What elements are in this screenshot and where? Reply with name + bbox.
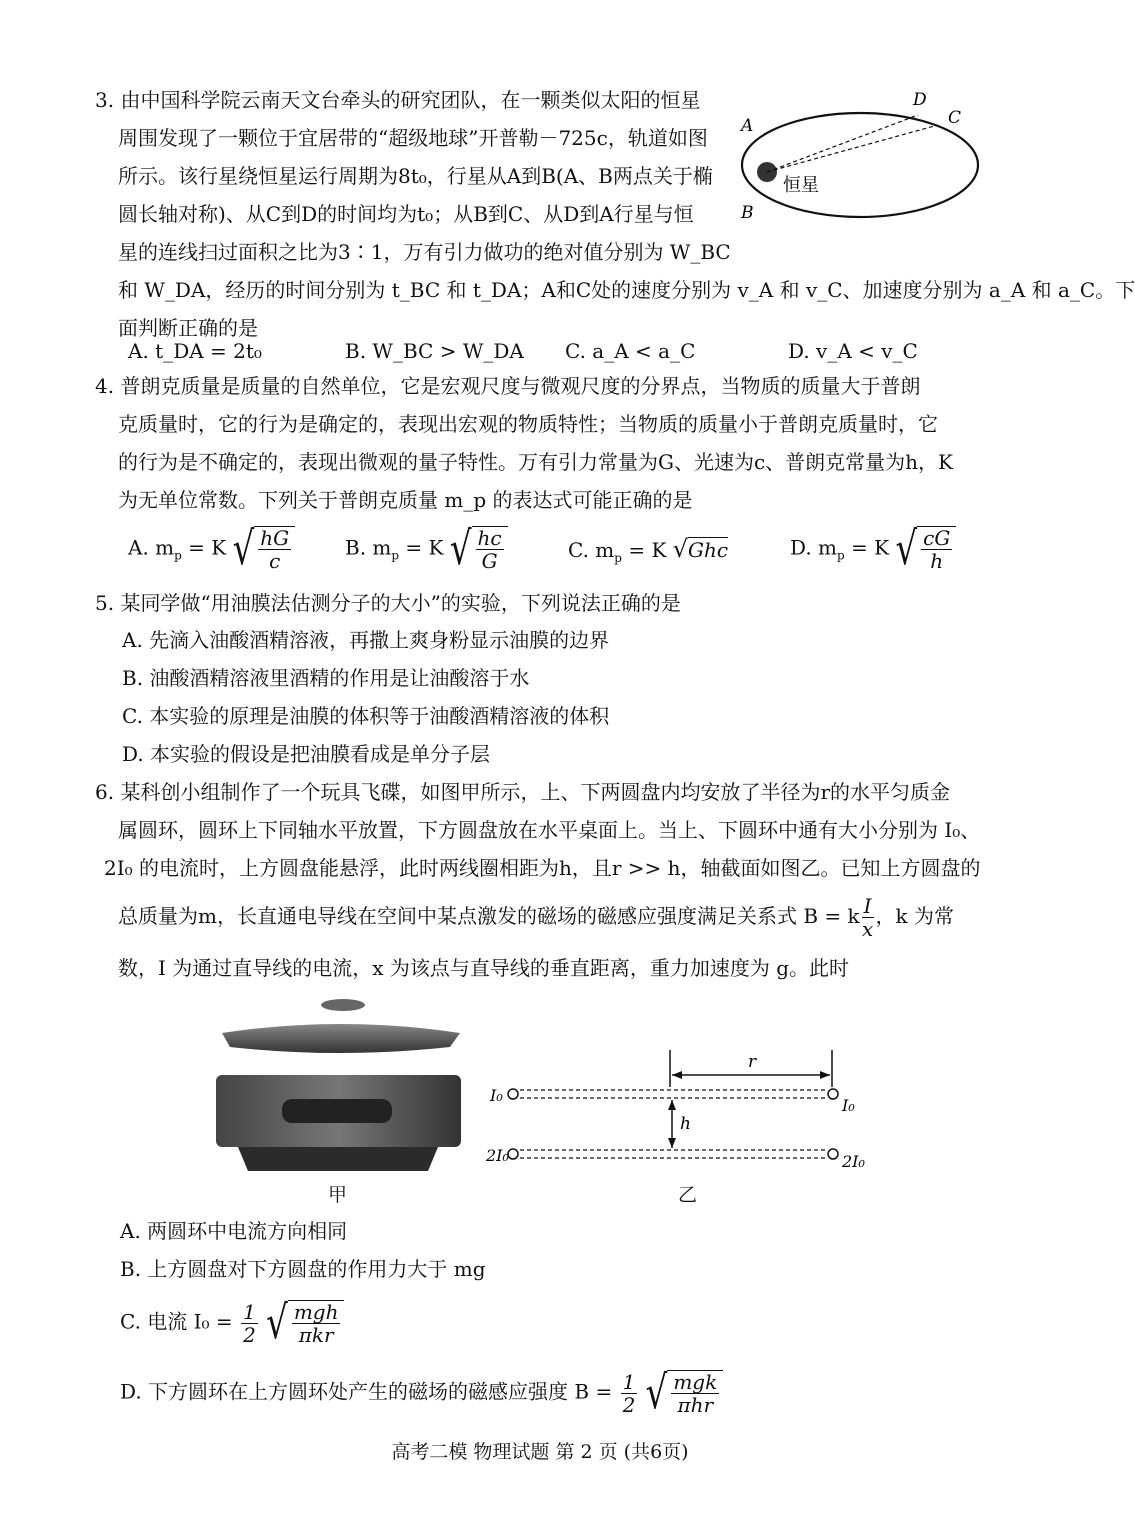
orbit-ellipse xyxy=(742,113,978,217)
q3-line-4: 圆长轴对称)、从C到D的时间均为t₀；从B到C、从D到A行星与恒 xyxy=(118,202,694,226)
top-left-ring-dot xyxy=(508,1089,518,1099)
bottom-left-ring-dot xyxy=(508,1149,518,1159)
q5-option-b: B. 油酸酒精溶液里酒精的作用是让油酸溶于水 xyxy=(122,666,530,690)
bottom-right-ring-dot xyxy=(828,1149,838,1159)
q6-line-4: 总质量为m，长直通电导线在空间中某点激发的磁场的磁感应强度满足关系式 B = k $\frac{I}{x}$ ，k 为常 xyxy=(118,894,955,941)
q6-option-b: B. 上方圆盘对下方圆盘的作用力大于 mg xyxy=(120,1257,486,1281)
q4-line-3: 的行为是不确定的，表现出微观的量子特性。万有引力常量为G、光速为c、普朗克常量为h，K xyxy=(118,450,953,474)
page-footer: 高考二模 物理试题 第 2 页 (共6页) xyxy=(391,1441,689,1463)
star-label: 恒星 xyxy=(783,175,819,196)
top-right-current-label: I₀ xyxy=(842,1096,855,1115)
q4-option-a: A. $m_p = K$ √ $\frac{hG}{c}$ xyxy=(128,526,295,572)
q4-line-1: 4. 普朗克质量是质量的自然单位，它是宏观尺度与微观尺度的分界点，当物质的质量大于普朗 xyxy=(95,374,921,398)
ufo-photo-figure xyxy=(210,995,470,1180)
top-right-ring-dot xyxy=(828,1089,838,1099)
q4-option-c: C. $m_p = K$ √Ghc xyxy=(568,535,729,565)
cross-section-figure xyxy=(486,1045,890,1175)
q6-line-2: 属圆环，圆环上下同轴水平放置，下方圆盘放在水平桌面上。当上、下圆环中通有大小分别为 I₀、 xyxy=(118,818,981,842)
label-b: B xyxy=(741,203,754,223)
upper-disc xyxy=(222,1024,460,1053)
line-to-c xyxy=(767,125,938,172)
q5-option-c: C. 本实验的原理是油膜的体积等于油酸酒精溶液的体积 xyxy=(122,704,610,728)
q5-option-a: A. 先滴入油酸酒精溶液，再撒上爽身粉显示油膜的边界 xyxy=(122,628,610,652)
figure-b-caption: 乙 xyxy=(678,1184,698,1206)
q6-line-1: 6. 某科创小组制作了一个玩具飞碟，如图甲所示，上、下两圆盘内均安放了半径为r的水平匀质金 xyxy=(95,780,950,804)
q6-option-c: C. 电流 I₀ = $\frac{1}{2}$ √ $\frac{\text{mgh}}{\text{πkr}}$ xyxy=(120,1300,344,1346)
q3-line-7: 面判断正确的是 xyxy=(118,316,258,340)
q3-line-5: 星的连线扫过面积之比为3∶1，万有引力做功的绝对值分别为 W_BC xyxy=(118,240,731,264)
q3-line-3: 所示。该行星绕恒星运行周期为8t₀，行星从A到B(A、B两点关于椭 xyxy=(118,164,713,188)
q6-line-3: 2I₀ 的电流时，上方圆盘能悬浮，此时两线圈相距为h，且r >> h，轴截面如图乙。已知上方圆盘的 xyxy=(104,856,981,880)
q3-line-6: 和 W_DA，经历的时间分别为 t_BC 和 t_DA；A和C处的速度分别为 v_A 和 v_C、加速度分别为 a_A 和 a_C。下 xyxy=(118,278,1135,302)
orbit-figure xyxy=(735,85,985,230)
q6-option-a: A. 两圆环中电流方向相同 xyxy=(120,1219,348,1243)
q3-option-b: B. W_BC > W_DA xyxy=(345,339,524,363)
figure-a-caption: 甲 xyxy=(328,1184,348,1206)
ufo-top-knob xyxy=(321,999,365,1011)
bottom-right-current-label: 2I₀ xyxy=(842,1152,865,1171)
h-label: h xyxy=(680,1114,691,1134)
label-c: C xyxy=(948,108,962,128)
lower-disc-base xyxy=(238,1147,438,1171)
label-a: A xyxy=(741,116,754,136)
top-left-current-label: I₀ xyxy=(490,1086,503,1105)
bottom-left-current-label: 2I₀ xyxy=(486,1146,509,1165)
q3-line-1: 3. 由中国科学院云南天文台牵头的研究团队，在一颗类似太阳的恒星 xyxy=(95,88,701,112)
q3-option-c: C. a_A < a_C xyxy=(565,339,696,363)
q5-option-d: D. 本实验的假设是把油膜看成是单分子层 xyxy=(122,742,491,766)
lower-disc-slot xyxy=(282,1099,392,1123)
q4-line-4: 为无单位常数。下列关于普朗克质量 m_p 的表达式可能正确的是 xyxy=(118,488,693,512)
q6-line-5: 数，I 为通过直导线的电流，x 为该点与直导线的垂直距离，重力加速度为 g。此时 xyxy=(118,956,850,980)
q4-line-2: 克质量时，它的行为是确定的，表现出宏观的物质特性；当物质的质量小于普朗克质量时，它 xyxy=(118,412,938,436)
q3-line-2: 周围发现了一颗位于宜居带的“超级地球”开普勒－725c，轨道如图 xyxy=(118,126,708,150)
q3-option-d: D. v_A < v_C xyxy=(788,339,918,363)
q4-option-d: D. $m_p = K$ √ $\frac{cG}{h}$ xyxy=(790,526,956,572)
q5-stem: 5. 某同学做“用油膜法估测分子的大小”的实验，下列说法正确的是 xyxy=(95,591,681,615)
q4-option-b: B. $m_p = K$ √ $\frac{hc}{G}$ xyxy=(345,526,508,572)
label-d: D xyxy=(913,90,927,110)
q3-option-a: A. t_DA = 2t₀ xyxy=(128,339,262,363)
r-label: r xyxy=(748,1052,757,1072)
q6-option-d: D. 下方圆环在上方圆环处产生的磁场的磁感应强度 B = $\frac{1}{2}$ √ $\frac{\text{mgk}}{\text{πhr}}$ xyxy=(120,1370,723,1416)
